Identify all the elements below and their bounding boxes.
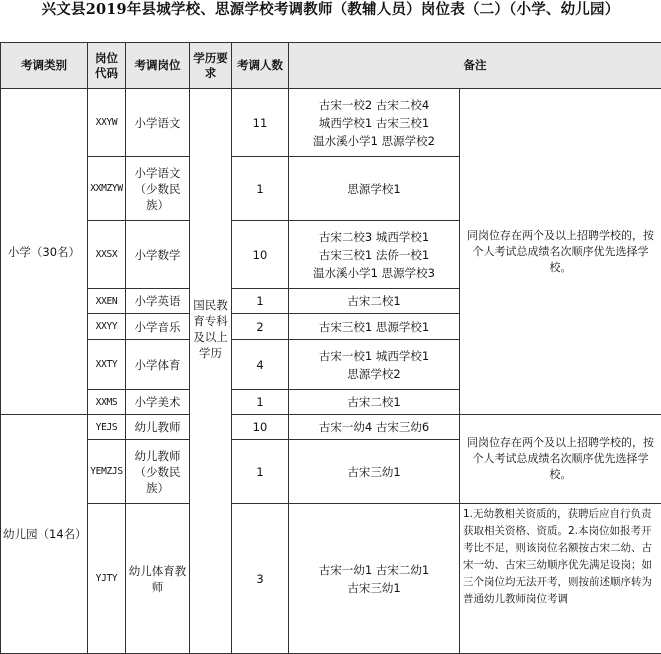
position-code: XXMS [88,390,126,415]
position-name: 幼儿教师（少数民族） [126,440,190,504]
table-header-row [1,43,661,89]
positions-table [0,42,661,654]
note-line: 思源学校2 [291,365,457,383]
note-line: 古宋二校3 城西学校1 [291,228,457,246]
note-line: 古宋一幼4 古宋三幼6 [291,418,457,436]
position-name: 小学体育 [126,340,190,390]
position-count: 1 [232,157,289,221]
position-count: 11 [232,89,289,157]
header-category: 考调类别 [1,43,88,89]
remark-primary: 同岗位存在两个及以上招聘学校的，按个人考试总成绩名次顺序优先选择学校。 [460,89,661,415]
position-name: 幼儿体育教师 [126,504,190,654]
header-code: 岗位代码 [88,43,126,89]
position-name: 小学语文（少数民族） [126,157,190,221]
position-notes [289,340,460,390]
position-code: XXTY [88,340,126,390]
education-requirement: 国民教育专科及以上学历 [190,89,232,654]
category-primary: 小学（30名） [1,89,88,415]
position-notes [289,314,460,340]
position-code: XXEN [88,289,126,314]
note-line: 温水溪小学1 思源学校3 [291,264,457,282]
position-notes [289,504,460,654]
position-notes [289,221,460,289]
note-line: 古宋三幼1 [291,463,457,481]
remark-kindergarten-pe: 1.无幼教相关资质的，获聘后应自行负责获取相关资格、资质。2.本岗位如报考开考比不足，则该岗位名额按古宋二幼、古宋一幼、古宋三幼顺序优先满足设岗；如三个岗位均无法开考，则按前述顺序转为普通幼儿教师岗位考调 [460,504,661,654]
position-code: YEMZJS [88,440,126,504]
note-line: 古宋一校2 古宋二校4 [291,96,457,114]
position-code: XXYW [88,89,126,157]
position-name: 小学美术 [126,390,190,415]
table-row [1,89,661,157]
note-line: 古宋二校1 [291,393,457,411]
table-row [1,504,661,654]
position-notes [289,289,460,314]
position-count: 1 [232,289,289,314]
note-line: 古宋一幼1 古宋二幼1 [291,561,457,579]
position-count: 1 [232,390,289,415]
position-count: 4 [232,340,289,390]
position-count: 2 [232,314,289,340]
note-line: 古宋三校1 思源学校1 [291,318,457,336]
position-name: 小学英语 [126,289,190,314]
header-position: 考调岗位 [126,43,190,89]
page-title: 兴文县2019年县城学校、思源学校考调教师（教辅人员）岗位表（二）（小学、幼儿园） [0,0,661,42]
position-notes [289,415,460,440]
position-count: 3 [232,504,289,654]
position-notes [289,440,460,504]
note-line: 古宋二校1 [291,292,457,310]
position-notes [289,157,460,221]
header-education: 学历要求 [190,43,232,89]
position-count: 10 [232,221,289,289]
position-notes [289,390,460,415]
position-notes [289,89,460,157]
note-line: 古宋三幼1 [291,579,457,597]
position-code: XXMZYW [88,157,126,221]
position-code: YEJS [88,415,126,440]
position-name: 小学语文 [126,89,190,157]
category-kindergarten: 幼儿园（14名） [1,415,88,654]
note-line: 城西学校1 古宋三校1 [291,114,457,132]
note-line: 思源学校1 [291,180,457,198]
table-row [1,415,661,440]
header-notes: 备注 [289,43,661,89]
note-line: 温水溪小学1 思源学校2 [291,132,457,150]
header-count: 考调人数 [232,43,289,89]
note-line: 古宋三校1 法侨一校1 [291,246,457,264]
remark-kindergarten: 同岗位存在两个及以上招聘学校的，按个人考试总成绩名次顺序优先选择学校。 [460,415,661,504]
position-code: XXYY [88,314,126,340]
position-count: 10 [232,415,289,440]
position-count: 1 [232,440,289,504]
position-name: 小学音乐 [126,314,190,340]
position-code: XXSX [88,221,126,289]
note-line: 古宋一校1 城西学校1 [291,347,457,365]
position-name: 幼儿教师 [126,415,190,440]
position-code: YJTY [88,504,126,654]
position-name: 小学数学 [126,221,190,289]
